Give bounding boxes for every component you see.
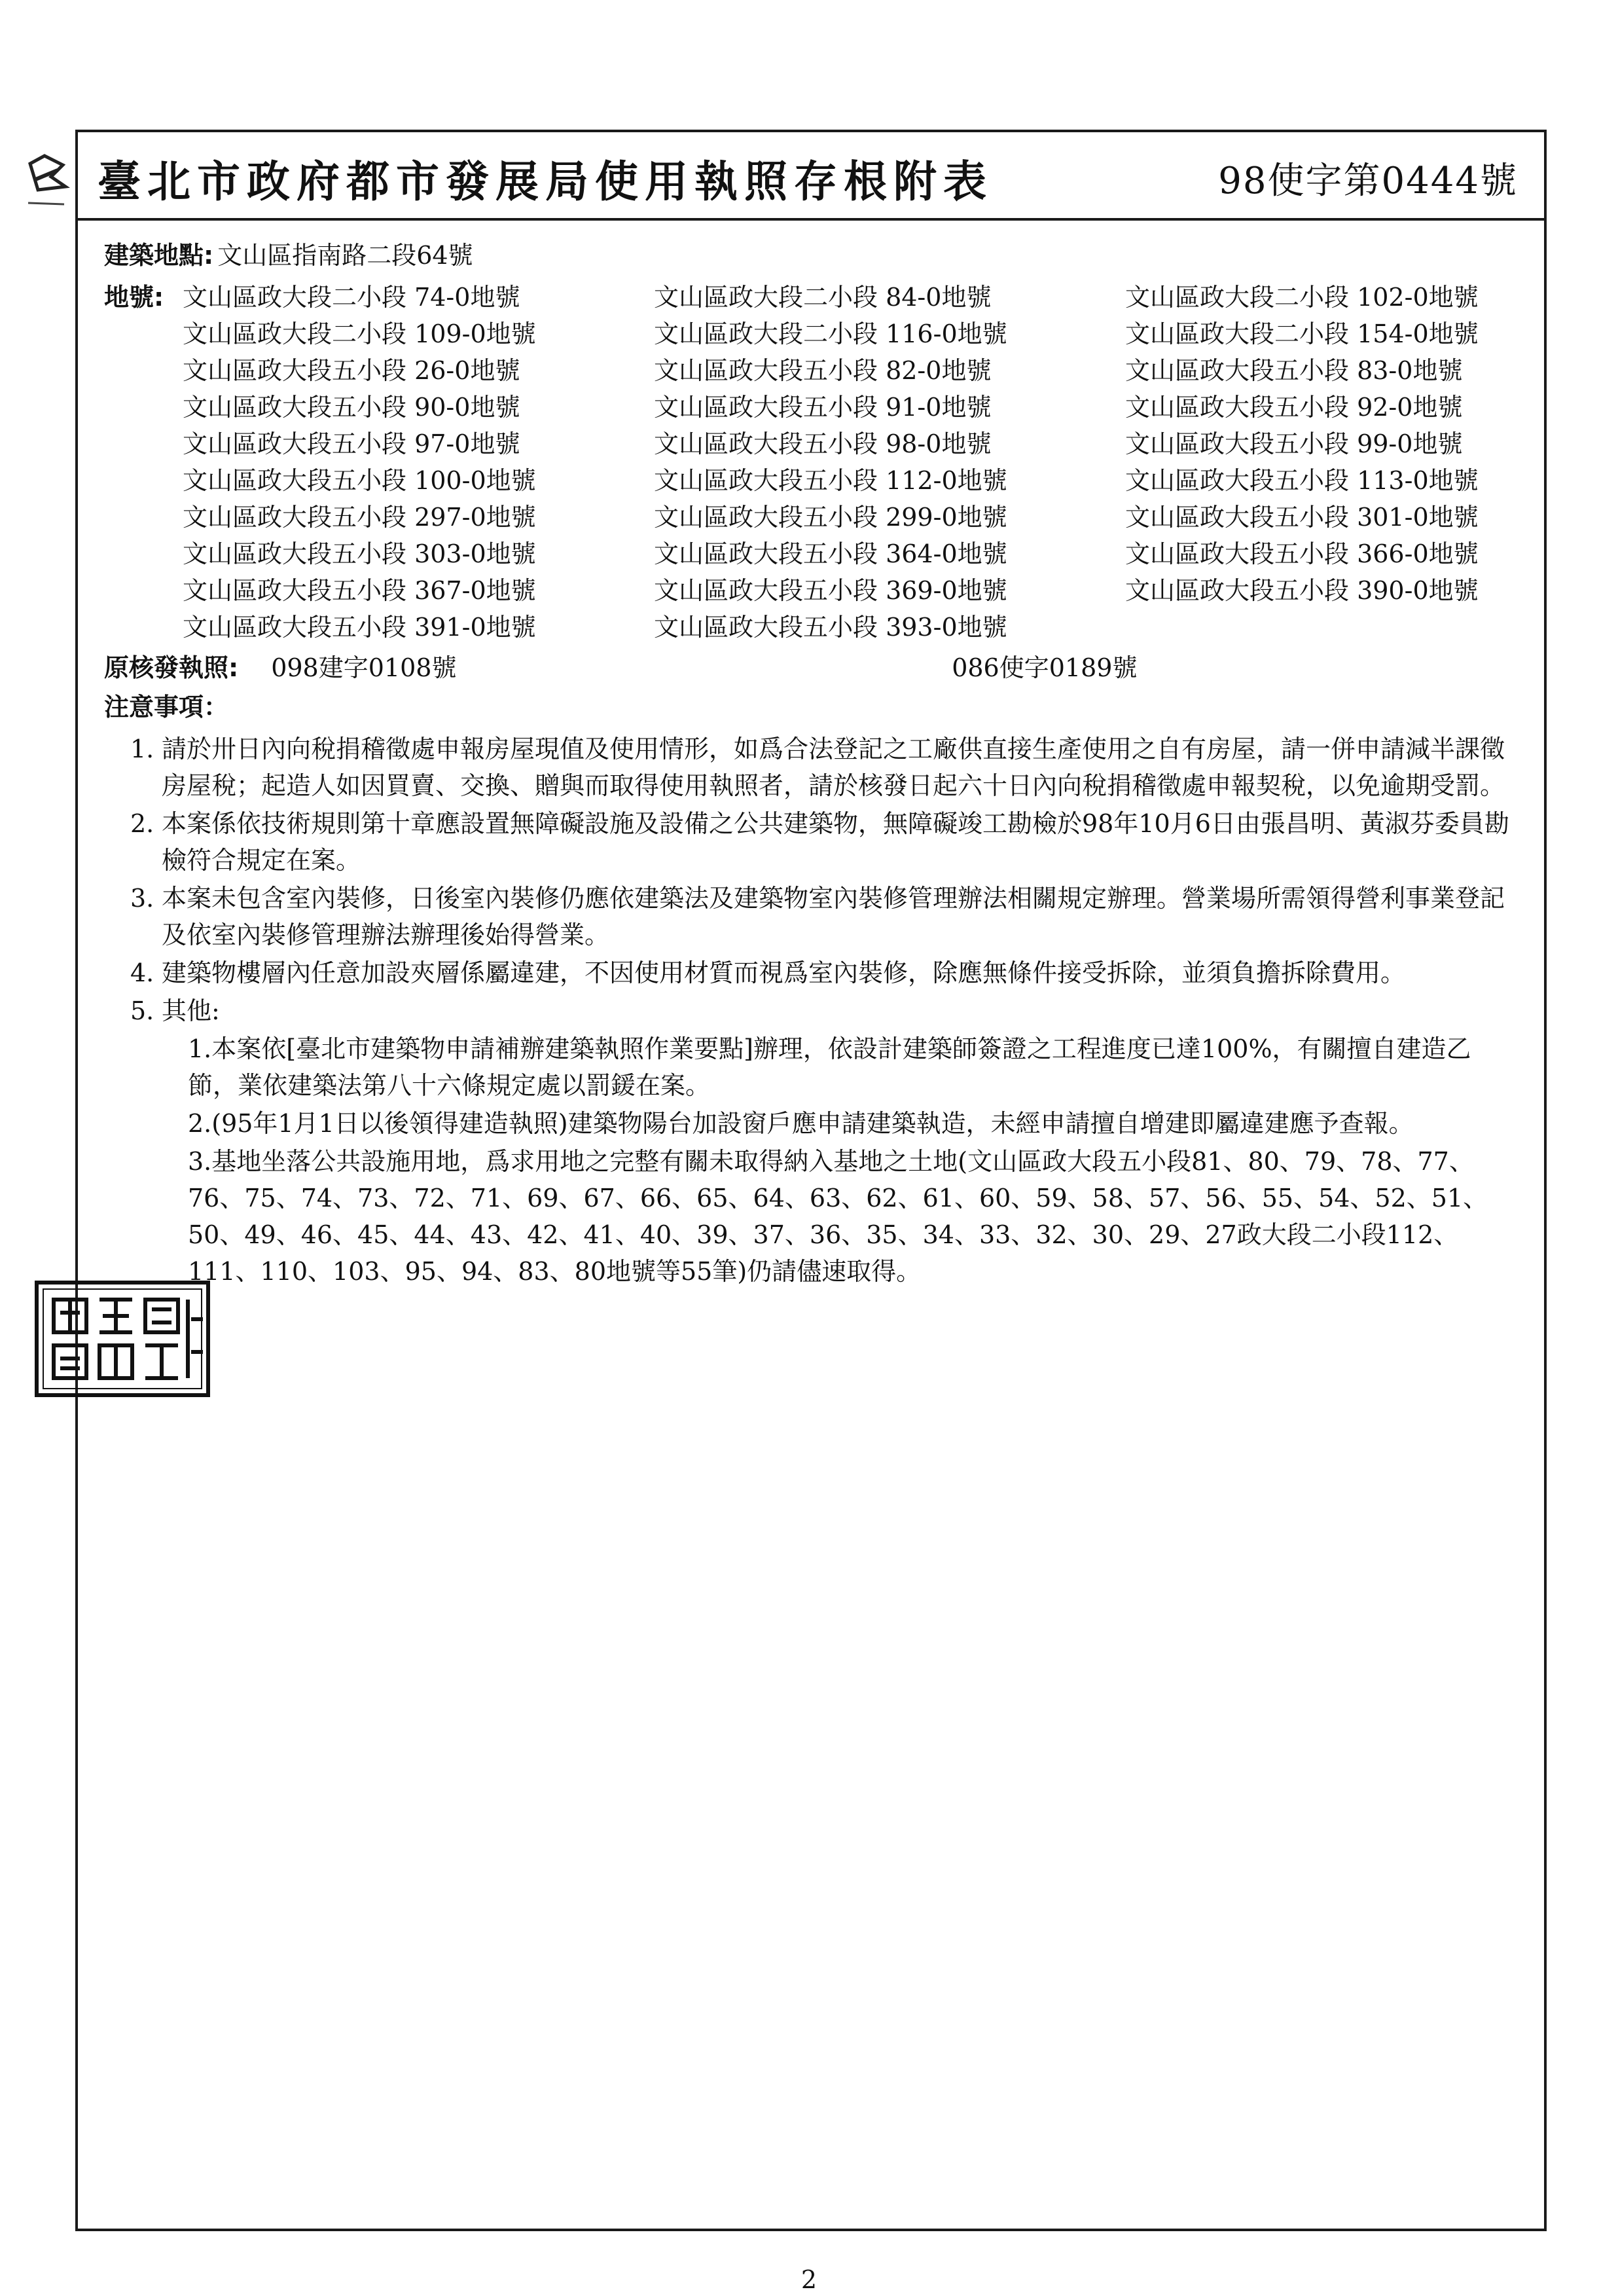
note-item <box>130 993 1518 1029</box>
note-number: 2. <box>130 809 154 838</box>
original-license-label: 原核發執照: <box>104 653 239 682</box>
note-number: 3. <box>130 884 154 913</box>
document-header <box>78 132 1544 221</box>
note-sub-item <box>130 1143 1518 1290</box>
lot-item: 文山區政大段二小段 109-0地號 <box>183 319 536 348</box>
document-title: 臺北市政府都市發展局使用執照存根附表 <box>98 156 993 207</box>
note-sub-text: 1.本案依[臺北市建築物申請補辦建築執照作業要點]辦理，依設計建築師簽證之工程進度已達100%，有關擅自建造乙節，業依建築法第八十六條規定處以罰鍰在案。 <box>188 1034 1471 1100</box>
lots-grid <box>183 279 1498 646</box>
lot-item: 文山區政大段五小段 26-0地號 <box>183 356 520 385</box>
lot-item: 文山區政大段五小段 367-0地號 <box>183 576 536 605</box>
original-license-row <box>104 649 1518 686</box>
note-text: 本案係依技術規則第十章應設置無障礙設施及設備之公共建築物，無障礙竣工勘檢於98年10月6日由張昌明、黃淑芬委員勘檢符合規定在案。 <box>162 809 1509 875</box>
lots-section <box>104 279 1518 646</box>
permit-number: 98使字第0444號 <box>1218 160 1518 202</box>
lot-item: 文山區政大段五小段 391-0地號 <box>183 613 536 642</box>
lot-item: 文山區政大段二小段 84-0地號 <box>654 283 992 312</box>
lot-item: 文山區政大段五小段 366-0地號 <box>1125 539 1479 568</box>
note-sub-item <box>130 1105 1518 1142</box>
lot-item: 文山區政大段五小段 92-0地號 <box>1125 393 1463 422</box>
note-item <box>130 880 1518 953</box>
note-sub-text: 3.基地坐落公共設施用地，爲求用地之完整有關未取得納入基地之土地(文山區政大段五小段81、80、79、78、77、76、75、74、73、72、71、69、67、66、65、64、63、62、61、60、59、58、57、56、55、54、52、51、50、49、46、45、44、43、42、41、40、39、37、36、35、34、33、32、30、29、27政大段二小段112、111、110、103、95、94、83、80地號等55筆)仍請儘速取得。 <box>188 1147 1488 1286</box>
lot-item: 文山區政大段五小段 83-0地號 <box>1125 356 1463 385</box>
lot-item: 文山區政大段五小段 390-0地號 <box>1125 576 1479 605</box>
lot-item: 文山區政大段五小段 303-0地號 <box>183 539 536 568</box>
note-item <box>130 955 1518 991</box>
margin-mark-icon <box>25 151 71 210</box>
lot-item: 文山區政大段五小段 97-0地號 <box>183 429 520 458</box>
note-sub-text: 2.(95年1月1日以後領得建造執照)建築物陽台加設窗戶應申請建築執造，未經申請擅自增建即屬違建應予查報。 <box>188 1109 1414 1138</box>
note-text: 本案未包含室內裝修，日後室內裝修仍應依建築法及建築物室內裝修管理辦法相關規定辦理。營業場所需領得營利事業登記及依室內裝修管理辦法辦理後始得營業。 <box>162 884 1505 949</box>
original-license-value-2: 086使字0189號 <box>952 653 1138 682</box>
notes-title: 注意事項： <box>104 693 229 721</box>
page-number: 2 <box>800 2265 818 2294</box>
lot-item: 文山區政大段五小段 113-0地號 <box>1125 466 1479 495</box>
lot-item: 文山區政大段二小段 116-0地號 <box>654 319 1007 348</box>
lot-item: 文山區政大段五小段 99-0地號 <box>1125 429 1463 458</box>
lot-item: 文山區政大段五小段 297-0地號 <box>183 503 536 532</box>
note-item <box>130 805 1518 879</box>
site-label: 建築地點: <box>104 241 214 270</box>
lot-item: 文山區政大段五小段 112-0地號 <box>654 466 1007 495</box>
note-text: 其他: <box>162 996 220 1025</box>
lot-item: 文山區政大段五小段 98-0地號 <box>654 429 992 458</box>
lots-label: 地號: <box>104 283 164 312</box>
lot-item: 文山區政大段二小段 74-0地號 <box>183 283 520 312</box>
official-seal-stamp <box>34 1280 211 1398</box>
lot-item: 文山區政大段五小段 393-0地號 <box>654 613 1007 642</box>
note-number: 4. <box>130 958 154 987</box>
lot-item: 文山區政大段五小段 364-0地號 <box>654 539 1007 568</box>
lot-item: 文山區政大段五小段 90-0地號 <box>183 393 520 422</box>
note-item <box>130 731 1518 804</box>
note-number: 5. <box>130 996 154 1025</box>
original-license-value-1: 098建字0108號 <box>271 653 457 682</box>
notes-list <box>104 731 1518 1290</box>
note-text: 請於卅日內向稅捐稽徵處申報房屋現值及使用情形，如爲合法登記之工廠供直接生產使用之自有房屋，請一併申請減半課徵房屋稅；起造人如因買賣、交換、贈與而取得使用執照者，請於核發日起六十日內向稅捐稽徵處申報契稅，以免逾期受罰。 <box>162 735 1505 800</box>
lot-item: 文山區政大段五小段 91-0地號 <box>654 393 992 422</box>
lot-item: 文山區政大段五小段 301-0地號 <box>1125 503 1479 532</box>
lot-item: 文山區政大段五小段 82-0地號 <box>654 356 992 385</box>
lot-item: 文山區政大段五小段 369-0地號 <box>654 576 1007 605</box>
lot-item: 文山區政大段五小段 299-0地號 <box>654 503 1007 532</box>
note-number: 1. <box>130 735 154 763</box>
document-frame <box>75 130 1547 2231</box>
site-value: 文山區指南路二段64號 <box>217 241 473 270</box>
note-text: 建築物樓層內任意加設夾層係屬違建，不因使用材質而視爲室內裝修，除應無條件接受拆除，並須負擔拆除費用。 <box>162 958 1406 987</box>
lot-item: 文山區政大段二小段 154-0地號 <box>1125 319 1479 348</box>
note-sub-item <box>130 1030 1518 1104</box>
site-row <box>104 237 1518 274</box>
lot-item: 文山區政大段五小段 100-0地號 <box>183 466 536 495</box>
document-body <box>104 237 1518 1290</box>
lot-item: 文山區政大段二小段 102-0地號 <box>1125 283 1479 312</box>
